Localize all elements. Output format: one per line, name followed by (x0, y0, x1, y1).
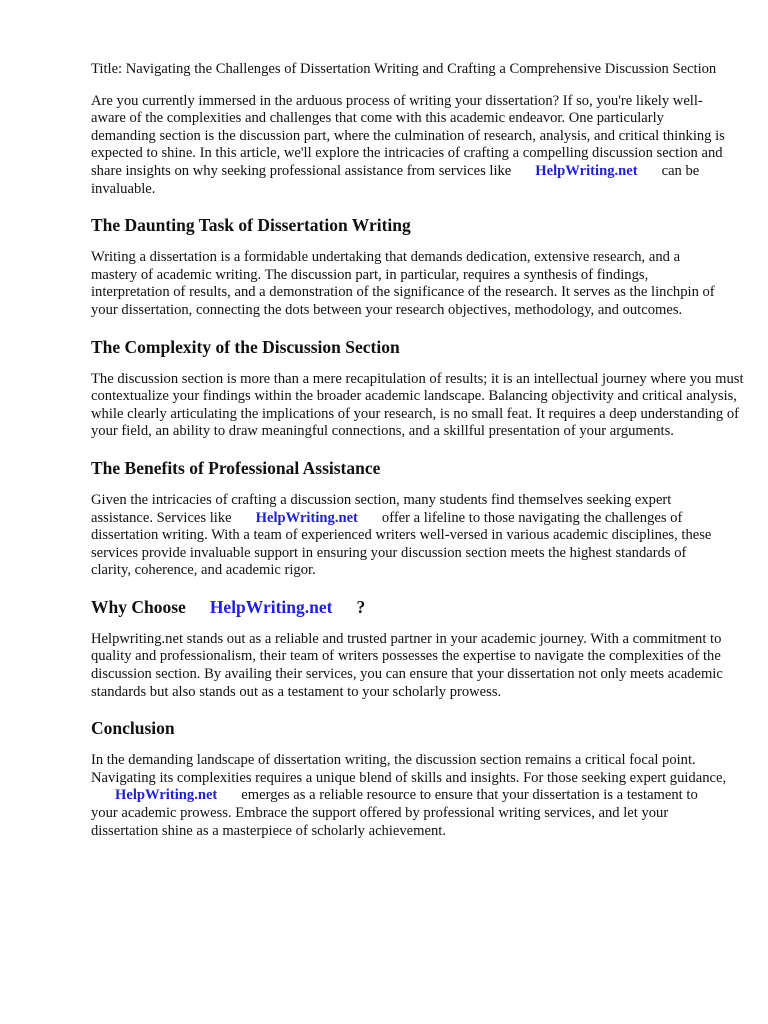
heading-conclusion: Conclusion (91, 718, 175, 739)
helpwriting-link-benefits[interactable]: HelpWriting.net (255, 509, 358, 526)
why-choose-label: Why Choose (91, 596, 186, 617)
intro-paragraph (91, 93, 728, 199)
why-choose-question-mark: ? (356, 596, 366, 617)
benefits-text-after: offer a lifeline to those navigating the challenges of dissertation writing. With a team of experienced writers well-versed in various academic disciplines, these services provide invaluable support in ensuring your discussion section meets the highest standards of clarity, coherence, and academic rigor. (91, 509, 712, 579)
paragraph-complexity: The discussion section is more than a mere recapitulation of results; it is an intellectual journey where you must contextualize your findings within the broader academic landscape. Balancing objectivity and critical analysis, while clearly articulating the implications of your research, is no small feat. It requires a deep understanding of your field, an ability to draw meaningful connections, and a skillful presentation of your arguments. (91, 370, 744, 440)
helpwriting-link-conclusion[interactable]: HelpWriting.net (115, 787, 218, 804)
paragraph-conclusion (91, 752, 728, 840)
intro-text-after: can be invaluable. (91, 162, 700, 197)
conclusion-text-before: In the demanding landscape of dissertation writing, the discussion section remains a critical focal point. Navigating its complexities requires a unique blend of skills and insights. For those seeking expert guidance, (91, 752, 727, 786)
paragraph-benefits (91, 492, 728, 580)
helpwriting-link-heading[interactable]: HelpWriting.net (209, 596, 333, 617)
heading-complexity: The Complexity of the Discussion Section (91, 336, 400, 357)
heading-daunting-task: The Daunting Task of Dissertation Writing (91, 215, 411, 236)
heading-why-choose (91, 597, 728, 617)
document-title: Title: Navigating the Challenges of Dissertation Writing and Crafting a Comprehensive Discussion Section (91, 61, 717, 77)
intro-text-before: Are you currently immersed in the arduous process of writing your dissertation? If so, you're likely well-aware of the complexities and challenges that come with this academic endeavor. One particularly demanding section is the discussion part, where the culmination of research, analysis, and critical thinking is expected to shine. In this article, we'll explore the intricacies of crafting a compelling discussion section and share insights on why seeking professional assistance from services like (91, 92, 725, 179)
paragraph-why-choose: Helpwriting.net stands out as a reliable and trusted partner in your academic journey. With a commitment to quality and professionalism, their team of writers possesses the expertise to navigate the complexities of the discussion section. By availing their services, you can ensure that your dissertation not only meets academic standards but also stands out as a testament to your scholarly prowess. (91, 630, 723, 700)
paragraph-daunting-task: Writing a dissertation is a formidable undertaking that demands dedication, extensive research, and a mastery of academic writing. The discussion part, in particular, requires a synthesis of findings, interpretation of results, and a demonstration of the significance of the research. It serves as the linchpin of your dissertation, connecting the dots between your research objectives, methodology, and outcomes. (91, 249, 715, 318)
helpwriting-link-intro[interactable]: HelpWriting.net (535, 162, 638, 179)
heading-benefits: The Benefits of Professional Assistance (91, 457, 381, 478)
benefits-text-before: Given the intricacies of crafting a discussion section, many students find themselves seeking expert assistance. Services like (91, 491, 672, 526)
conclusion-text-after: emerges as a reliable resource to ensure that your dissertation is a testament to your academic prowess. Embrace the support offered by professional writing services, and let your dissertation shine as a masterpiece of scholarly achievement. (91, 787, 698, 839)
